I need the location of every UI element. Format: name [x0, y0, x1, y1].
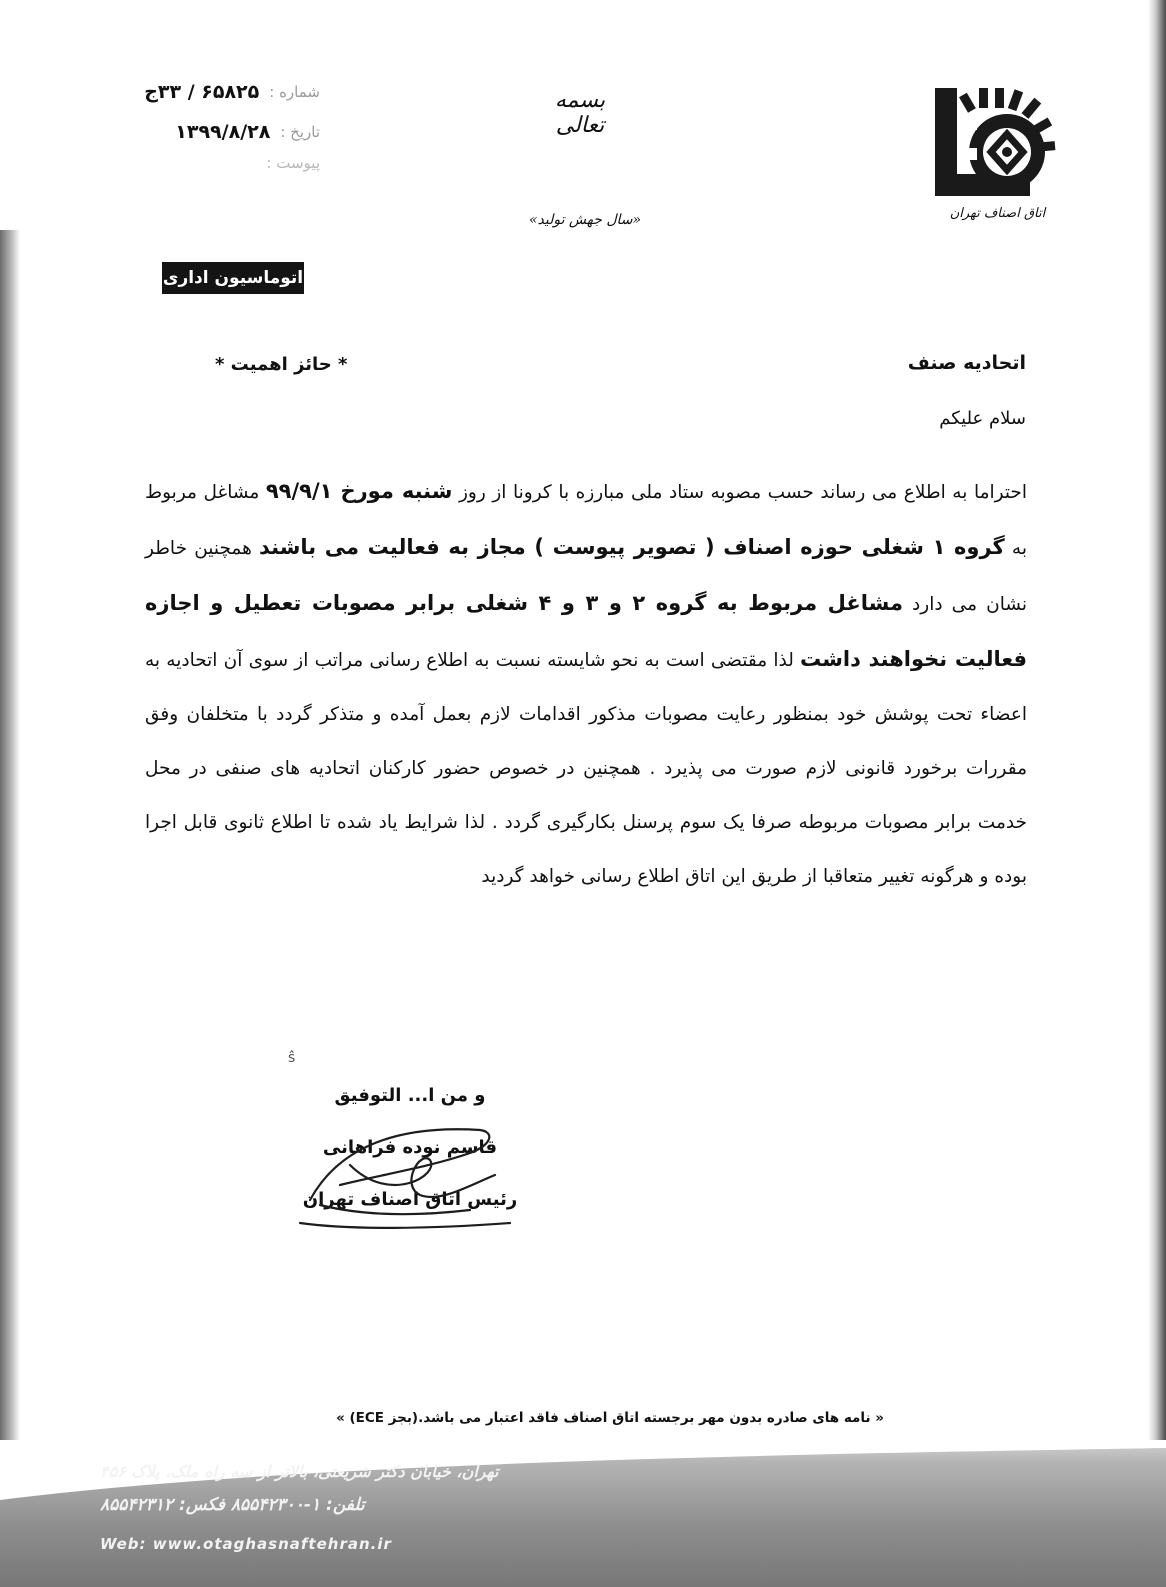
closing-phrase: و من ا... التوفیق: [334, 1085, 486, 1106]
number-value: ۶۵۸۲۵ / ۳۳ج: [144, 81, 260, 103]
footer-website: Web: www.otaghasnaftehran.ir: [100, 1535, 392, 1553]
date-row: [120, 112, 320, 152]
signer-name: قاسم نوده فراهانی: [322, 1137, 498, 1158]
department-badge: اتوماسیون اداری: [162, 262, 304, 294]
body-run: احتراما به اطلاع می رساند حسب مصوبه ستاد ملی مبارزه با کرونا از روز: [452, 482, 1028, 503]
scan-edge-right: [1148, 0, 1166, 1587]
body-emphasis: شنبه مورخ ۹۹/۹/۱: [265, 479, 453, 503]
chamber-logo: [935, 88, 1060, 236]
addressee: اتحادیه صنف: [907, 352, 1026, 374]
greeting: سلام علیکم: [939, 408, 1026, 429]
year-slogan: «سال جهش تولید»: [528, 212, 642, 228]
letter-meta: [120, 72, 320, 174]
attachment-row: [120, 152, 320, 174]
footer-address: تهران، خیابان دکتر شریعتی، بالاتر از سه راه ملک، پلاک ۴۵۶: [100, 1462, 499, 1481]
body-run: لذا مقتضی است به نحو شایسته نسبت به اطلاع رسانی مراتب از سوی آن اتحادیه به اعضاء تحت پوشش خود بمنظور رعایت مصوبات مذکور اقدامات لازم بعمل آمده و متذکر گردد با متخلفان وفق مقررات برخورد قانونی لازم صورت می پذیرد . همچنین در خصوص حضور کارکنان اتحادیه های صنفی در محل خدمت برابر مصوبات مربوطه صرفا یک سوم پرسنل بکارگیری گردد . لذا شرایط یاد شده تا اطلاع ثانوی قابل اجرا بوده و هرگونه تغییر متعاقبا از طریق این اتاق اطلاع رسانی خواهد گردید: [145, 650, 1027, 887]
body-emphasis: مشاغل مربوط به گروه ۲ و ۳ و ۴ شغلی برابر مصوبات تعطیل و اجازه فعالیت نخواهند داشت: [145, 591, 1027, 671]
footer-phone: تلفن: ۱-۸۵۵۴۲۳۰۰ فکس: ۸۵۵۴۲۳۱۲: [100, 1495, 365, 1515]
signer-title: رئیس اتاق اصناف تهران: [302, 1189, 518, 1210]
gear-logo-icon: [935, 88, 1060, 204]
letter-body: [145, 464, 1027, 904]
validity-note: « نامه های صادره بدون مهر برجسته اتاق اصناف فاقد اعتبار می باشد.(بجز ECE) »: [336, 1410, 884, 1426]
ink-mark: ŝ: [288, 1050, 296, 1066]
date-label: تاریخ :: [280, 123, 320, 141]
date-value: ۱۳۹۹/۸/۲۸: [175, 121, 271, 143]
invocation: بسمه تعالی: [554, 88, 606, 138]
body-run: همچنین خاطر نشان می دارد: [145, 538, 1027, 615]
attachment-label: پیوست :: [266, 154, 320, 172]
scan-edge-left: [0, 230, 20, 1587]
body-run: مشاغل مربوط به: [145, 482, 1027, 559]
importance-marker: * حائز اهمیت *: [215, 354, 348, 375]
body-emphasis: گروه ۱ شغلی حوزه اصناف ( تصویر پیوست ) مجاز به فعالیت می باشند: [259, 535, 1005, 559]
handwritten-signature: [280, 1105, 520, 1235]
logo-caption: اتاق اصناف تهران: [949, 206, 1046, 221]
number-label: شماره :: [269, 83, 320, 101]
number-row: [120, 72, 320, 112]
